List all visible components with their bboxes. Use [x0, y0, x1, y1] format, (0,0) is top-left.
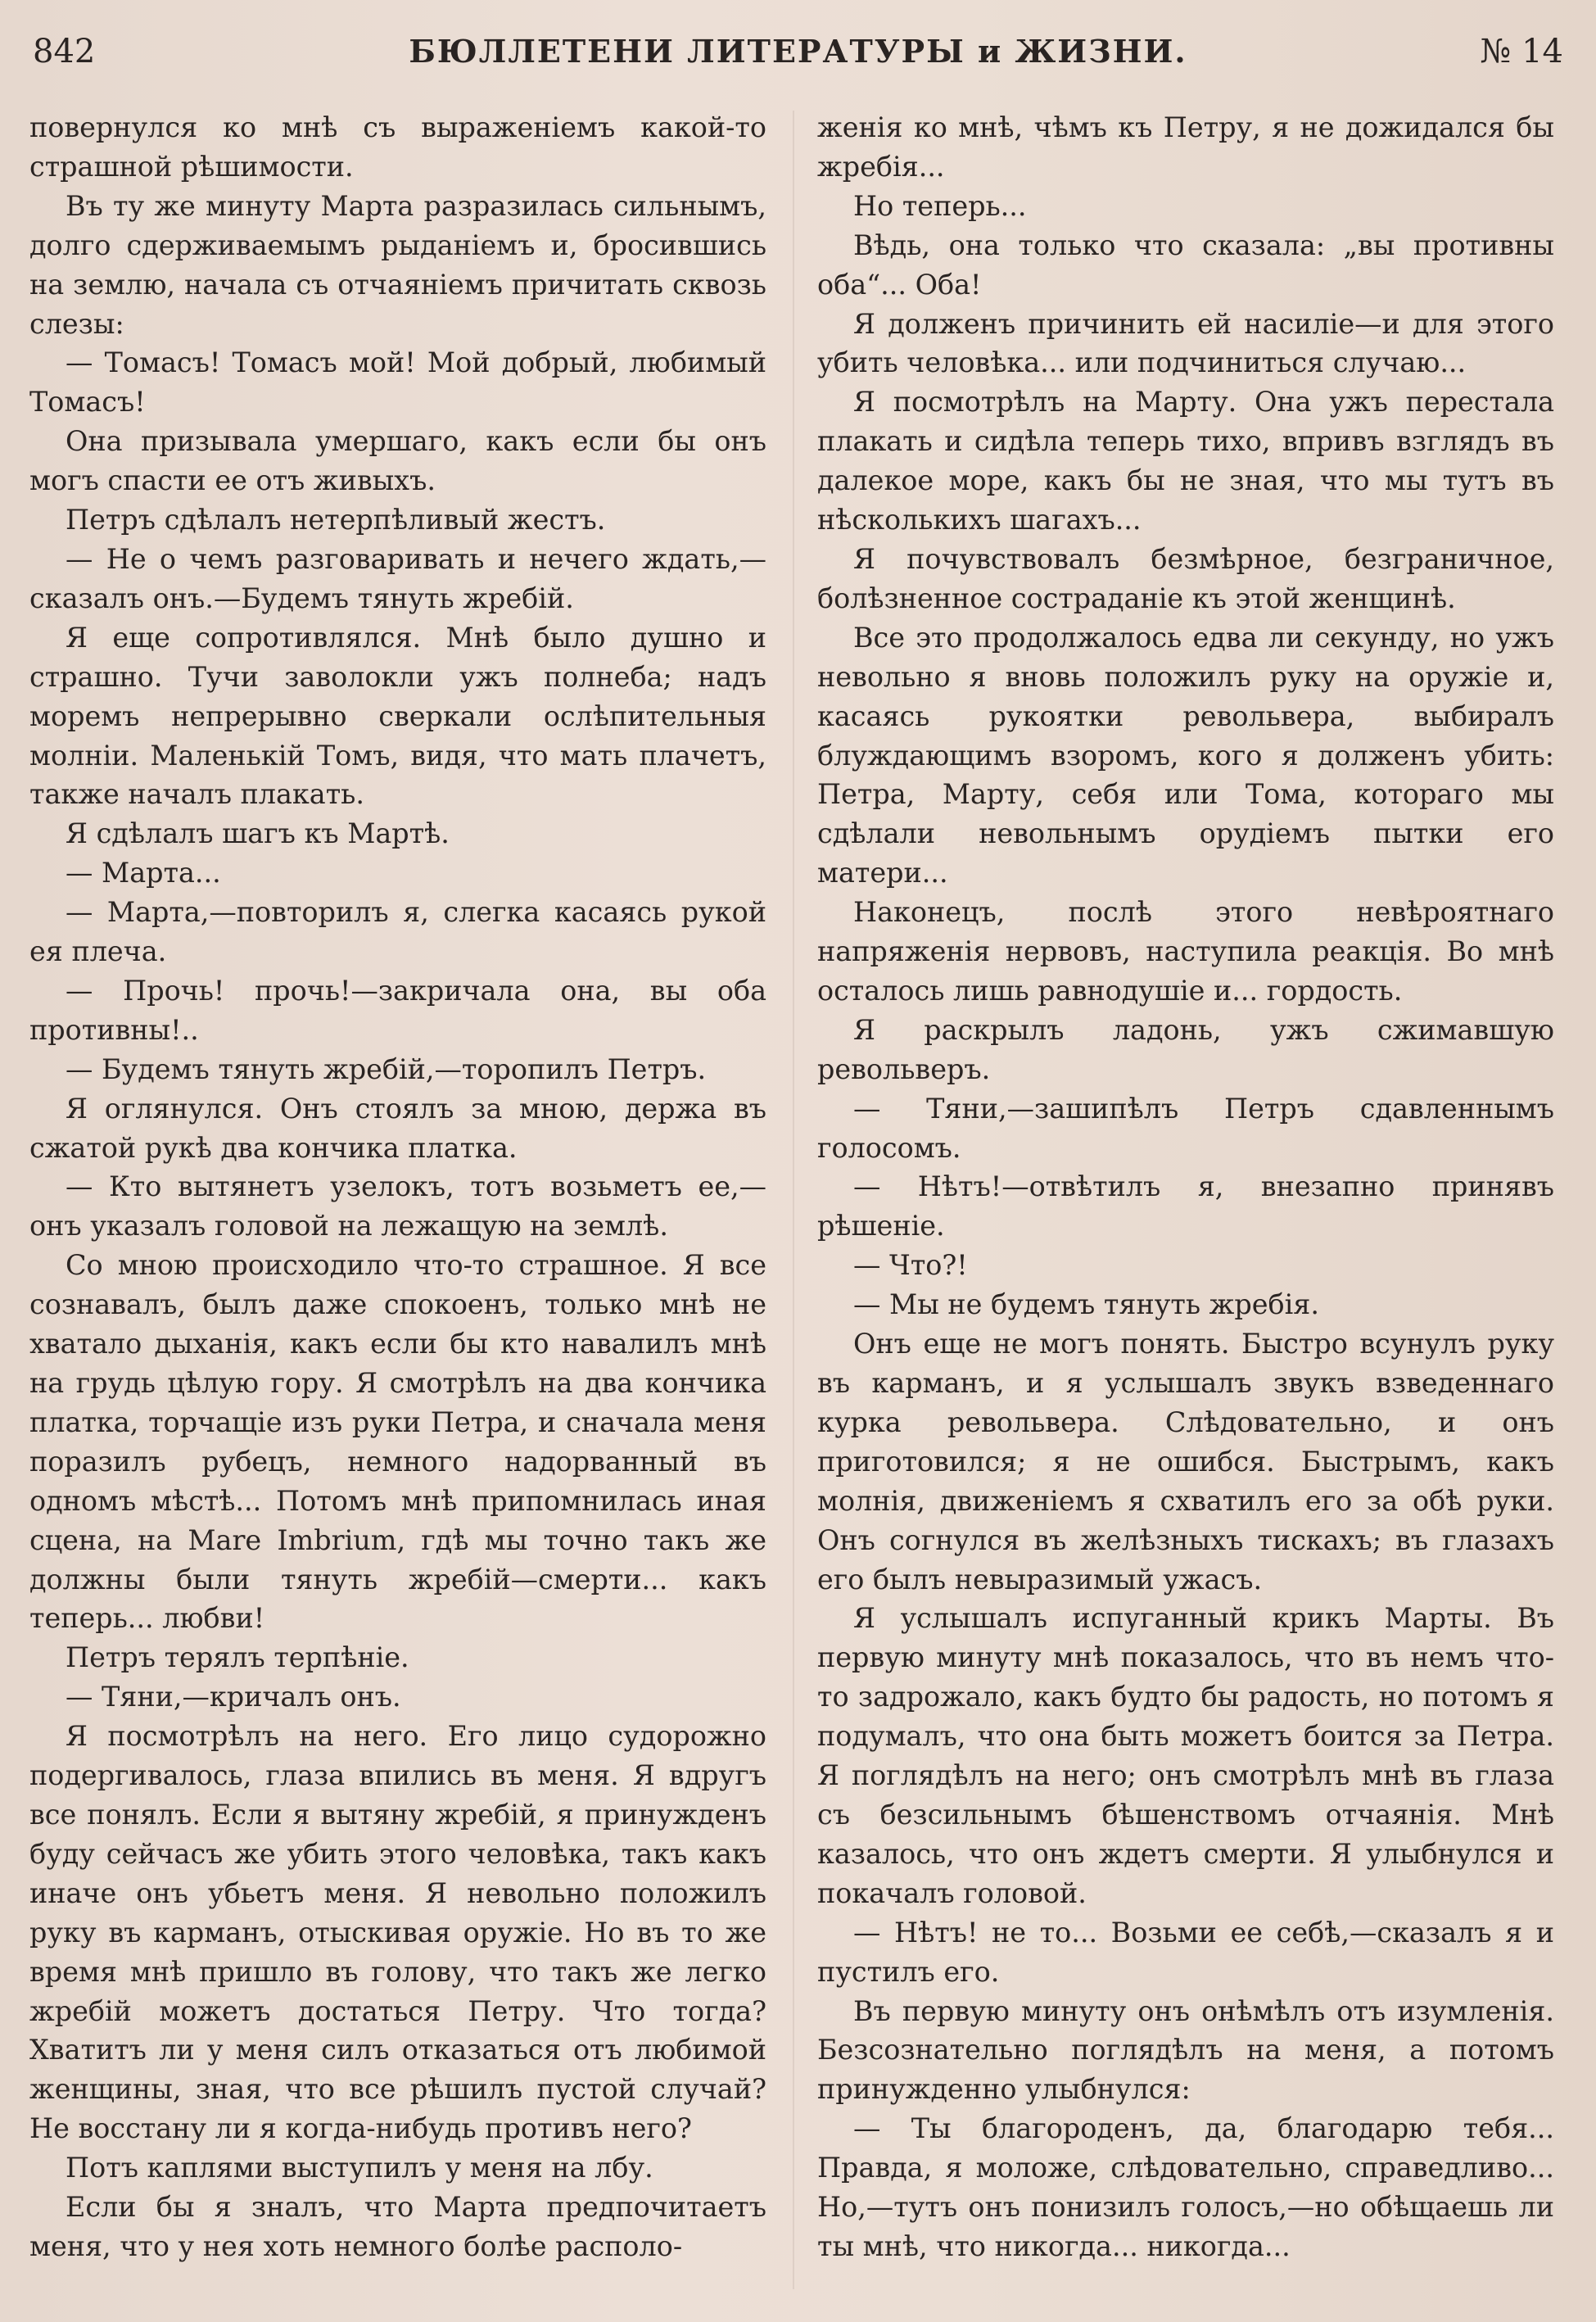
paragraph: — Кто вытянетъ узелокъ, тотъ возьметъ ее,—онъ указалъ головой на лежащую на землѣ. — [29, 1170, 766, 1242]
right-column — [817, 108, 1554, 2266]
running-title: БЮЛЛЕТЕНИ ЛИТЕРАТУРЫ и ЖИЗНИ. — [409, 33, 1187, 70]
paragraph: Онъ еще не могъ понять. Быстро всунулъ руку въ карманъ, и я услышалъ звукъ взведеннаго курка револьвера. Слѣдовательно, и онъ приготовился; я не ошибся. Быстрымъ, какъ молнія, движеніемъ я схватилъ его за обѣ руки. Онъ согнулся въ желѣзныхъ тискахъ; въ глазахъ его былъ невыразимый ужасъ. — [817, 1328, 1554, 1596]
paragraph: — Нѣтъ! не то... Возьми ее себѣ,—сказалъ я и пустилъ его. — [817, 1916, 1554, 1988]
paragraph: Я еще сопротивлялся. Мнѣ было душно и страшно. Тучи заволокли ужъ полнеба; надъ моремъ непрерывно сверкали ослѣпительныя молніи. Маленькій Томъ, видя, что мать плачетъ, также началъ плакать. — [29, 621, 766, 811]
paragraph: — Томасъ! Томасъ мой! Мой добрый, любимый Томасъ! — [29, 346, 766, 419]
paragraph: Я услышалъ испуганный крикъ Марты. Въ первую минуту мнѣ показалось, что въ немъ что-то задрожало, какъ будто бы радость, но потомъ я подумалъ, что она быть можетъ боится за Петра. Я поглядѣлъ на него; онъ смотрѣлъ мнѣ въ глаза съ безсильнымъ бѣшенствомъ отчаянія. Мнѣ казалось, что онъ ждетъ смерти. Я улыбнулся и покачалъ головой. — [817, 1602, 1554, 1909]
page-number: 842 — [33, 33, 96, 70]
paragraph: — Не о чемъ разговаривать и нечего ждать,—сказалъ онъ.—Будемъ тянуть жребій. — [29, 542, 766, 614]
paragraph: повернулся ко мнѣ съ выраженіемъ какой-то страшной рѣшимости. — [29, 111, 766, 183]
paragraph: — Марта... — [66, 857, 221, 889]
column-divider — [793, 111, 794, 2289]
paragraph: женія ко мнѣ, чѣмъ къ Петру, я не дожидался бы жребія... — [817, 111, 1554, 183]
paragraph: Въ ту же минуту Марта разразилась сильнымъ, долго сдерживаемымъ рыданіемъ и, бросившись на землю, начала съ отчаяніемъ причитать сквозь слезы: — [29, 189, 766, 340]
paragraph: Наконецъ, послѣ этого невѣроятнаго напряженія нервовъ, наступила реакція. Во мнѣ осталось лишь равнодушіе и... гордость. — [817, 896, 1554, 1007]
paragraph: — Что?! — [853, 1249, 968, 1282]
paragraph: Я долженъ причинить ей насиліе—и для этого убить человѣка... или подчиниться случаю... — [817, 307, 1554, 379]
paragraph: Вѣдь, она только что сказала: „вы противны оба“... Оба! — [817, 229, 1554, 301]
paragraph: — Тяни,—кричалъ онъ. — [66, 1681, 401, 1713]
paragraph: Я почувствовалъ безмѣрное, безграничное, болѣзненное состраданіе къ этой женщинѣ. — [817, 542, 1554, 614]
paragraph: — Прочь! прочь!—закричала она, вы оба противны!.. — [29, 974, 766, 1046]
paragraph: Петръ терялъ терпѣніе. — [66, 1641, 409, 1674]
paragraph: — Тяни,—зашипѣлъ Петръ сдавленнымъ голосомъ. — [817, 1092, 1554, 1164]
paragraph: Но теперь... — [853, 189, 1027, 222]
paragraph: Въ первую минуту онъ онѣмѣлъ отъ изумленія. Безсознательно поглядѣлъ на меня, а потомъ принужденно улыбнулся: — [817, 1994, 1554, 2106]
paragraph: Я посмотрѣлъ на него. Его лицо судорожно подергивалось, глаза впились въ меня. Я вдругъ все понялъ. Если я вытяну жребій, я принужденъ буду сейчасъ же убить этого человѣка, такъ какъ иначе онъ убьетъ меня. Я невольно положилъ руку въ карманъ, отыскивая оружіе. Но въ то же время мнѣ пришло въ голову, что такъ же легко жребій можетъ достаться Петру. Что тогда? Хватитъ ли у меня силъ отказаться отъ любимой женщины, зная, что все рѣшилъ пустой случай? Не восстану ли я когда-нибудь противъ него? — [29, 1720, 766, 2145]
paragraph: — Нѣтъ!—отвѣтилъ я, внезапно принявъ рѣшеніе. — [817, 1170, 1554, 1242]
issue-number: № 14 — [1480, 33, 1563, 70]
paragraph: Петръ сдѣлалъ нетерпѣливый жестъ. — [66, 504, 606, 536]
paragraph: Я сдѣлалъ шагъ къ Мартѣ. — [66, 817, 450, 850]
paragraph: Все это продолжалось едва ли секунду, но ужъ невольно я вновь положилъ руку на оружіе и, касаясь рукоятки револьвера, выбиралъ блуждающимъ взоромъ, кого я долженъ убить: Петра, Марту, себя или Тома, котораго мы сдѣлали невольнымъ орудіемъ пытки его матери... — [817, 621, 1554, 889]
paragraph: — Ты благороденъ, да, благодарю тебя... Правда, я моложе, слѣдовательно, справедливо... Но,—тутъ онъ понизилъ голосъ,—но обѣщаешь ли ты мнѣ, что никогда... никогда... — [817, 2112, 1554, 2262]
paragraph: Я раскрылъ ладонь, ужъ сжимавшую револьверъ. — [817, 1013, 1554, 1085]
paragraph: Потъ каплями выступилъ у меня на лбу. — [66, 2152, 653, 2184]
paragraph: Если бы я зналъ, что Марта предпочитаетъ меня, что у нея хоть немного болѣе располо- — [29, 2191, 766, 2262]
paragraph: — Мы не будемъ тянуть жребія. — [853, 1288, 1319, 1321]
page-header — [33, 25, 1563, 82]
paragraph: Она призывала умершаго, какъ если бы онъ могъ спасти ее отъ живыхъ. — [29, 425, 766, 497]
paragraph: — Марта,—повторилъ я, слегка касаясь рукой ея плеча. — [29, 896, 766, 968]
paragraph: Я посмотрѣлъ на Марту. Она ужъ перестала плакать и сидѣла теперь тихо, впривъ взглядъ въ далекое море, какъ бы не зная, что мы тутъ въ нѣсколькихъ шагахъ... — [817, 386, 1554, 536]
paragraph: Я оглянулся. Онъ стоялъ за мною, держа въ сжатой рукѣ два кончика платка. — [29, 1092, 766, 1164]
left-column — [29, 108, 766, 2266]
paragraph: Со мною происходило что-то страшное. Я все сознавалъ, былъ даже спокоенъ, только мнѣ не хватало дыханія, какъ если бы кто навалилъ мнѣ на грудь цѣлую гору. Я смотрѣлъ на два кончика платка, торчащіе изъ руки Петра, и сначала меня поразилъ рубецъ, немного надорванный въ одномъ мѣстѣ... Потомъ мнѣ припомнилась иная сцена, на Mare Imbrium, гдѣ мы точно такъ же должны были тянуть жребій—смерти... какъ теперь... любви! — [29, 1249, 766, 1635]
paragraph: — Будемъ тянуть жребій,—торопилъ Петръ. — [66, 1052, 707, 1085]
